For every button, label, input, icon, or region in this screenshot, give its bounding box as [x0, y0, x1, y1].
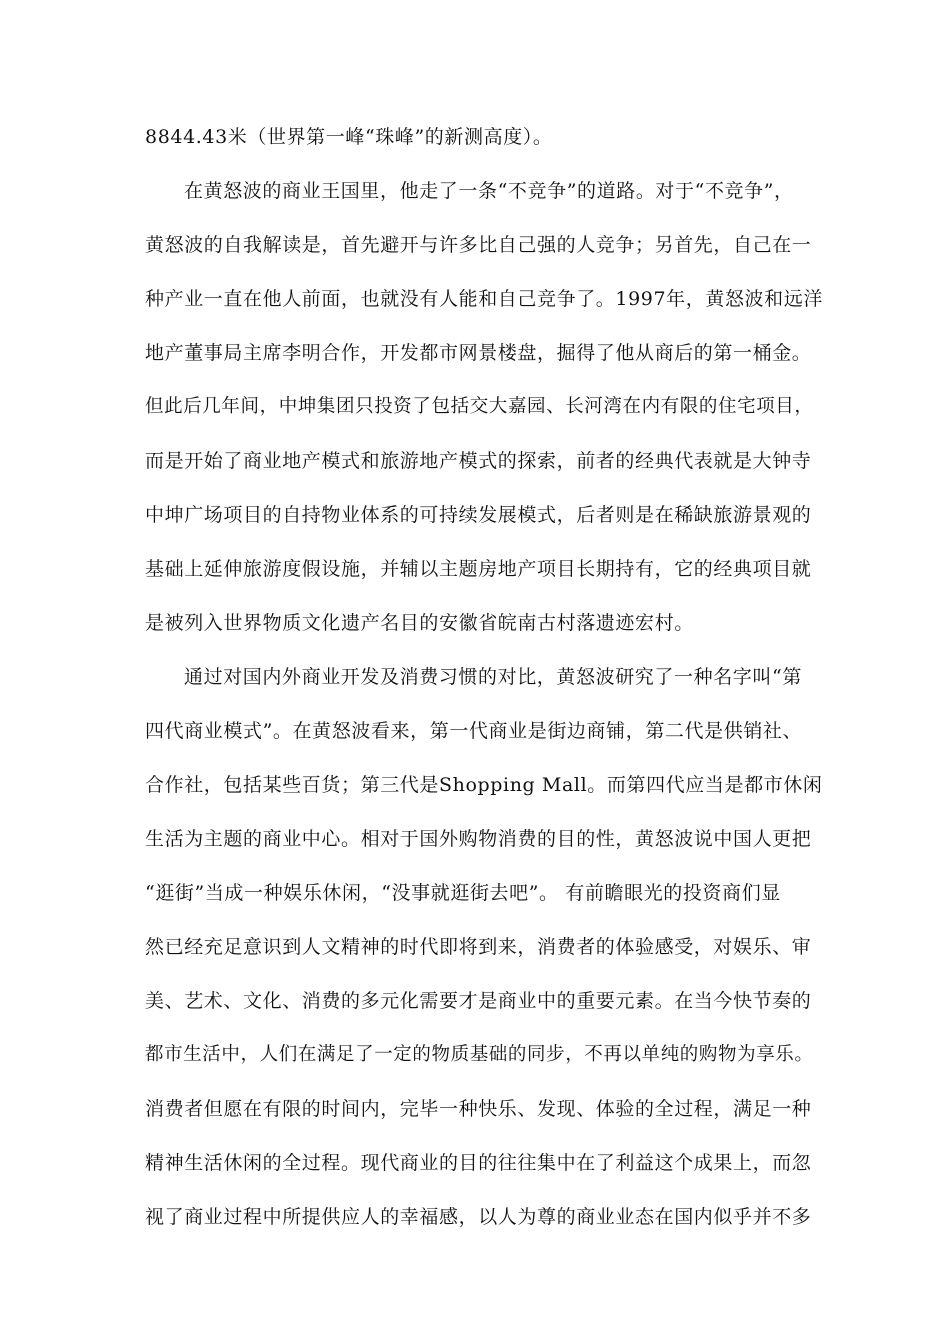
text-line: “逛街”当成一种娱乐休闲，“没事就逛街去吧”。 有前瞻眼光的投资商们显	[145, 882, 781, 904]
text-line: 基础上延伸旅游度假设施，并辅以主题房地产项目长期持有，它的经典项目就	[145, 558, 812, 580]
text-line: 中坤广场项目的自持物业体系的可持续发展模式，后者则是在稀缺旅游景观的	[145, 504, 812, 526]
paragraph-first-line: 通过对国内外商业开发及消费习惯的对比，黄怒波研究了一种名字叫“第	[184, 666, 802, 688]
text-line: 但此后几年间，中坤集团只投资了包括交大嘉园、长河湾在内有限的住宅项目，	[145, 396, 814, 417]
text-line: 然已经充足意识到人文精神的时代即将到来，消费者的体验感受，对娱乐、审	[145, 936, 812, 958]
text-line: 8844.43米（世界第一峰“珠峰”的新测高度）。	[145, 126, 553, 148]
text-line: 四代商业模式”。在黄怒波看来，第一代商业是街边商铺，第二代是供销社、	[145, 720, 803, 742]
text-line: 都市生活中，人们在满足了一定的物质基础的同步，不再以单纯的购物为享乐。	[145, 1044, 814, 1065]
text-line: 美、艺术、文化、消费的多元化需要才是商业中的重要元素。在当今快节奏的	[145, 990, 812, 1012]
text-line: 精神生活休闲的全过程。现代商业的目的往往集中在了利益这个成果上，而忽	[145, 1152, 812, 1174]
text-line: 消费者但愿在有限的时间内，完毕一种快乐、发现、体验的全过程，满足一种	[145, 1098, 812, 1120]
paragraph-first-line: 在黄怒波的商业王国里，他走了一条“不竞争”的道路。对于“不竞争”，	[184, 180, 794, 202]
text-line: 种产业一直在他人前面，也就没有人能和自己竞争了。1997年，黄怒波和远洋	[145, 288, 823, 310]
text-line: 地产董事局主席李明合作，开发都市网景楼盘，掘得了他从商后的第一桶金。	[145, 342, 812, 364]
text-line: 合作社，包括某些百货；第三代是Shopping Mall。而第四代应当是都市休闲	[145, 774, 823, 796]
text-line: 是被列入世界物质文化遗产名目的安徽省皖南古村落遗迹宏村。	[145, 612, 694, 634]
text-line: 黄怒波的自我解读是，首先避开与许多比自己强的人竞争；另首先，自己在一	[145, 234, 812, 256]
text-line: 视了商业过程中所提供应人的幸福感，以人为尊的商业业态在国内似乎并不多	[145, 1206, 812, 1228]
text-line: 而是开始了商业地产模式和旅游地产模式的探索，前者的经典代表就是大钟寺	[145, 450, 812, 472]
text-line: 生活为主题的商业中心。相对于国外购物消费的目的性，黄怒波说中国人更把	[145, 828, 812, 850]
